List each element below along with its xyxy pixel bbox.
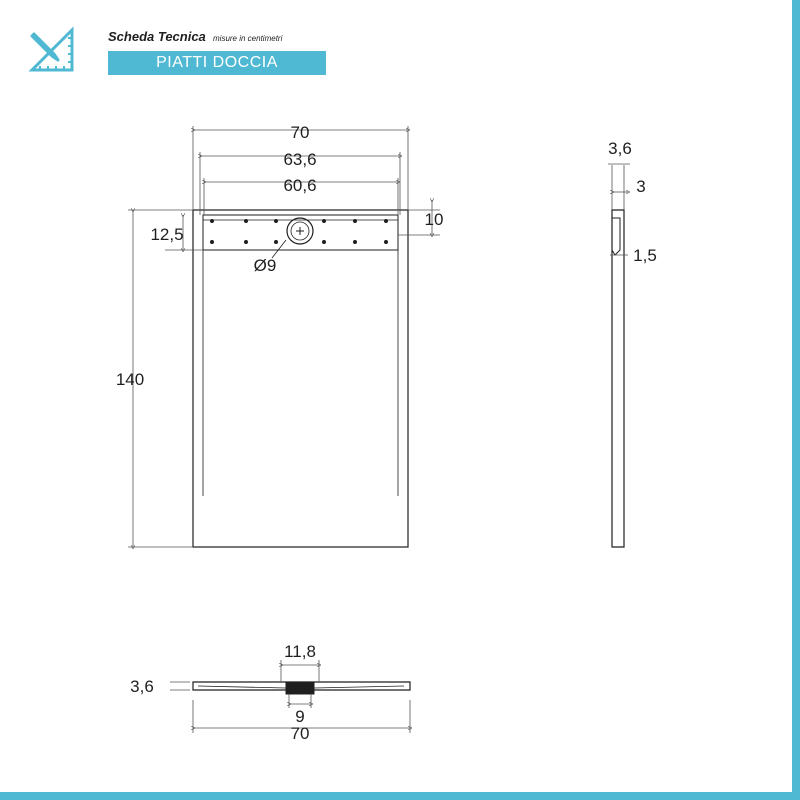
side-drain-channel — [612, 218, 620, 255]
header-title: Scheda Tecnica — [108, 29, 206, 44]
tray-inner-edge — [203, 220, 398, 496]
dim-grid-depth: 10 — [424, 210, 444, 229]
dim-side-step: 3 — [636, 177, 646, 196]
drain-cover-icon — [287, 218, 313, 244]
dim-length-total: 140 — [115, 370, 145, 389]
side-profile — [612, 210, 624, 547]
dim-front-width-total: 70 — [290, 724, 310, 743]
dim-side-wall: 1,5 — [633, 246, 657, 265]
dim-drain-diameter: Ø9 — [253, 256, 277, 275]
header-subtitle: misure in centimetri — [213, 34, 283, 43]
dim-width-total: 70 — [290, 123, 310, 142]
dim-width-grid: 60,6 — [283, 176, 317, 195]
tray-outline — [193, 210, 408, 547]
side-view — [608, 164, 630, 547]
header-banner: PIATTI DOCCIA — [108, 51, 326, 75]
dim-drain-zone: 12,5 — [150, 225, 184, 244]
dim-side-height: 3,6 — [608, 139, 632, 158]
dim-front-drain-outlet: 9 — [295, 707, 305, 726]
dim-front-drain-width: 11,8 — [284, 642, 316, 661]
front-view — [170, 660, 410, 733]
front-drain-body — [286, 682, 314, 694]
dim-width-inner: 63,6 — [283, 150, 317, 169]
dim-front-height: 3,6 — [130, 677, 154, 696]
